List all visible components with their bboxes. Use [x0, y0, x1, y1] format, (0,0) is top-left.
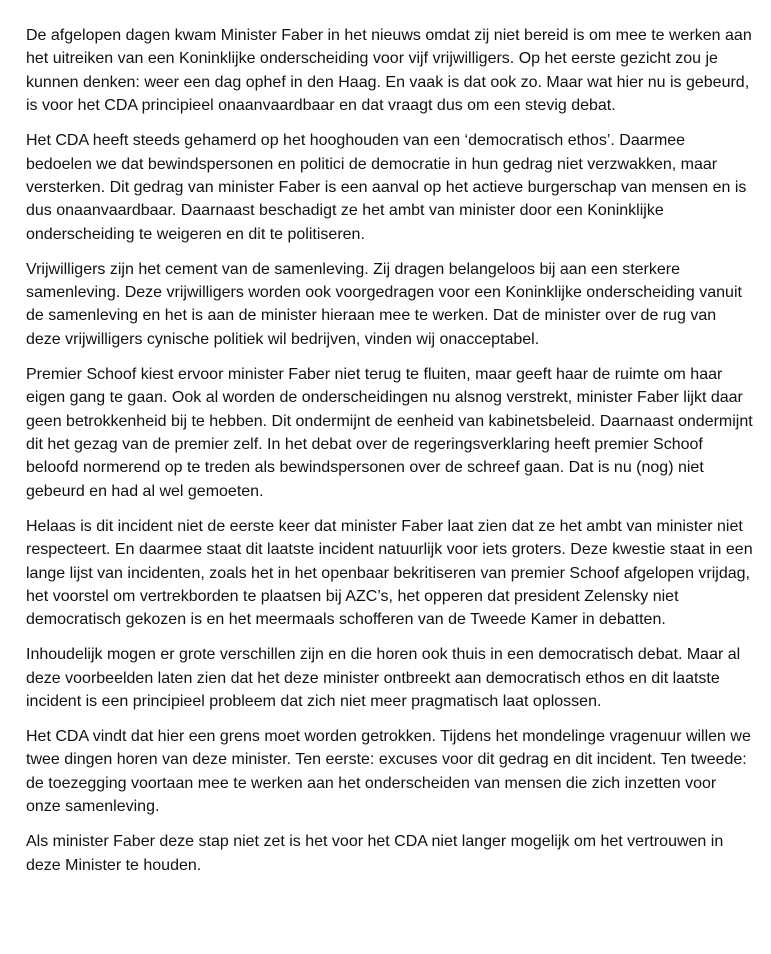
- paragraph-3: Vrijwilligers zijn het cement van de samenleving. Zij dragen belangeloos bij aan een sterkere samenleving. Deze vrijwilligers worden ook voorgedragen voor een Koninklijke onderscheiding vanuit de samenleving en het is aan de minister hieraan mee te werken. Dat de minister over de rug van deze vrijwilligers cynische politiek wil bedrijven, vinden wij onacceptabel.: [26, 260, 742, 348]
- paragraph-5: Helaas is dit incident niet de eerste keer dat minister Faber laat zien dat ze het ambt van minister niet respecteert. En daarmee staat dit laatste incident natuurlijk voor iets groters. Deze kwestie staat in een lange lijst van incidenten, zoals het in het openbaar bekritiseren van premier Schoof afgelopen vrijdag, het voorstel om vertrekborden te plaatsen bij AZC’s, het opperen dat president Zelensky niet democratisch gekozen is en het meermaals schofferen van de Tweede Kamer in debatten.: [26, 517, 753, 629]
- paragraph-2: Het CDA heeft steeds gehamerd op het hooghouden van een ‘democratisch ethos’. Daarmee bedoelen we dat bewindspersonen en politici de democratie in hun gedrag niet verzwakken, maar versterken. Dit gedrag van minister Faber is een aanval op het actieve burgerschap van mensen en is dus onaanvaardbaar. Daarnaast beschadigt ze het ambt van minister door een Koninklijke onderscheiding te weigeren en dit te politiseren.: [26, 132, 747, 243]
- paragraph-1: De afgelopen dagen kwam Minister Faber in het nieuws omdat zij niet bereid is om mee te werken aan het uitreiken van een Koninklijke onderscheiding voor vijf vrijwilligers. Op het eerste gezicht zou je kunnen denken: weer een dag ophef in den Haag. En vaak is dat ook zo. Maar wat hier nu is gebeurd, is voor het CDA principieel onaanvaardbaar en dat vraagt dus om een stevig debat.: [26, 27, 752, 115]
- paragraph-8: Als minister Faber deze stap niet zet is het voor het CDA niet langer mogelijk om het vertrouwen in deze Minister te houden.: [26, 833, 724, 874]
- paragraph-6: Inhoudelijk mogen er grote verschillen zijn en die horen ook thuis in een democratisch debat. Maar al deze voorbeelden laten zien dat het deze minister ontbreekt aan democratisch ethos en dit laatste incident is een principieel probleem dat zich niet meer pragmatisch laat oplossen.: [26, 646, 741, 711]
- paragraph-7: Het CDA vindt dat hier een grens moet worden getrokken. Tijdens het mondelinge vragenuur willen we twee dingen horen van deze minister. Ten eerste: excuses voor dit gedrag en dit incident. Ten tweede: de toezegging voortaan mee te werken aan het onderscheiden van mensen die zich inzetten voor onze samenleving.: [26, 727, 751, 816]
- paragraph-4: Premier Schoof kiest ervoor minister Faber niet terug te fluiten, maar geeft haar de ruimte om haar eigen gang te gaan. Ook al worden de onderscheidingen nu alsnog verstrekt, minister Faber lijkt daar geen betrokkenheid bij te hebben. Dit ondermijnt de eenheid van kabinetsbeleid. Daarnaast ondermijnt dit het gezag van de premier zelf. In het debat over de regeringsverklaring heeft premier Schoof beloofd normerend op te treden als bewindspersonen over de schreef gaan. Dat is nu (nog) niet gebeurd en had al wel gemoeten.: [26, 365, 753, 500]
- document-body: [26, 24, 754, 888]
